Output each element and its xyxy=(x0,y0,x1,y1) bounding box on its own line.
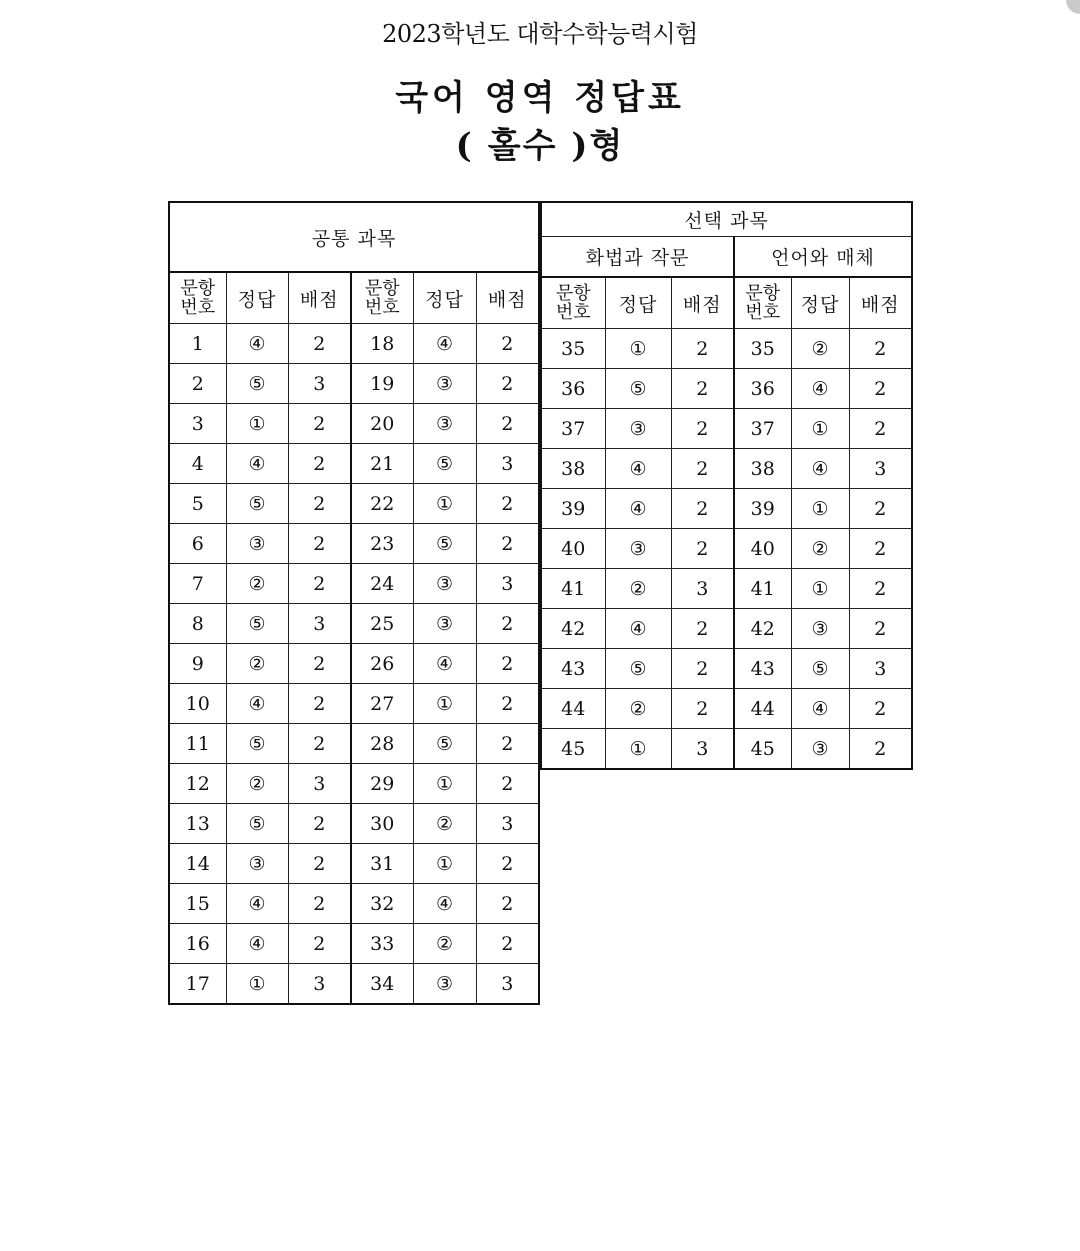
score-cell: 2 xyxy=(476,844,539,884)
table-row xyxy=(541,529,912,569)
col-header-answer: 정답 xyxy=(413,272,476,324)
question-number: 10 xyxy=(169,684,226,724)
question-number: 21 xyxy=(351,444,413,484)
answer-cell: ④ xyxy=(226,924,288,964)
table-row xyxy=(169,524,539,564)
question-number: 36 xyxy=(541,369,605,409)
answer-cell: ③ xyxy=(605,409,671,449)
question-number: 41 xyxy=(734,569,791,609)
col-header-number xyxy=(169,272,226,324)
question-number: 24 xyxy=(351,564,413,604)
question-number: 32 xyxy=(351,884,413,924)
answer-cell: ⑤ xyxy=(605,369,671,409)
answer-cell: ② xyxy=(226,644,288,684)
score-cell: 2 xyxy=(288,684,351,724)
col-header-number-line1: 문항 xyxy=(364,278,400,299)
question-number: 44 xyxy=(734,689,791,729)
answer-cell: ③ xyxy=(791,609,849,649)
answer-cell: ⑤ xyxy=(226,604,288,644)
score-cell: 3 xyxy=(671,569,734,609)
elective-subject-row xyxy=(541,237,912,278)
table-row xyxy=(169,564,539,604)
score-cell: 2 xyxy=(288,324,351,364)
score-cell: 2 xyxy=(849,529,912,569)
answer-cell: ① xyxy=(791,409,849,449)
score-cell: 2 xyxy=(288,844,351,884)
answer-cell: ⑤ xyxy=(226,364,288,404)
table-row xyxy=(169,724,539,764)
question-number: 9 xyxy=(169,644,226,684)
question-number: 40 xyxy=(734,529,791,569)
score-cell: 2 xyxy=(476,764,539,804)
col-header-number-line1: 문항 xyxy=(180,278,216,299)
common-header-row xyxy=(169,272,539,324)
table-row xyxy=(541,609,912,649)
score-cell: 2 xyxy=(476,524,539,564)
score-cell: 2 xyxy=(476,924,539,964)
answer-cell: ④ xyxy=(605,449,671,489)
answer-cell: ③ xyxy=(413,964,476,1005)
score-cell: 3 xyxy=(476,964,539,1005)
question-number: 7 xyxy=(169,564,226,604)
common-subject-table xyxy=(168,201,540,1005)
answer-cell: ② xyxy=(413,924,476,964)
question-number: 20 xyxy=(351,404,413,444)
answer-cell: ① xyxy=(226,404,288,444)
question-number: 28 xyxy=(351,724,413,764)
col-header-number xyxy=(541,277,605,329)
table-row xyxy=(169,964,539,1005)
score-cell: 2 xyxy=(671,649,734,689)
question-number: 37 xyxy=(734,409,791,449)
score-cell: 2 xyxy=(849,409,912,449)
score-cell: 2 xyxy=(476,724,539,764)
answer-cell: ⑤ xyxy=(413,724,476,764)
col-header-number-line2: 번호 xyxy=(745,302,781,323)
answer-cell: ① xyxy=(413,684,476,724)
table-row xyxy=(169,404,539,444)
answer-cell: ① xyxy=(605,729,671,770)
table-row xyxy=(541,689,912,729)
question-number: 22 xyxy=(351,484,413,524)
elective-header-row xyxy=(541,277,912,329)
answer-cell: ⑤ xyxy=(791,649,849,689)
question-number: 16 xyxy=(169,924,226,964)
table-row xyxy=(169,844,539,884)
table-row xyxy=(541,649,912,689)
score-cell: 3 xyxy=(288,604,351,644)
answer-cell: ④ xyxy=(413,324,476,364)
answer-cell: ① xyxy=(605,329,671,369)
question-number: 43 xyxy=(734,649,791,689)
question-number: 40 xyxy=(541,529,605,569)
score-cell: 2 xyxy=(476,684,539,724)
score-cell: 2 xyxy=(288,484,351,524)
table-row xyxy=(541,569,912,609)
col-header-number-line2: 번호 xyxy=(180,297,216,318)
score-cell: 2 xyxy=(476,364,539,404)
col-header-score: 배점 xyxy=(288,272,351,324)
score-cell: 2 xyxy=(288,524,351,564)
question-number: 35 xyxy=(734,329,791,369)
table-row xyxy=(169,884,539,924)
score-cell: 2 xyxy=(288,804,351,844)
score-cell: 2 xyxy=(288,724,351,764)
question-number: 42 xyxy=(541,609,605,649)
question-number: 11 xyxy=(169,724,226,764)
score-cell: 3 xyxy=(476,444,539,484)
subject-speech-writing: 화법과 작문 xyxy=(541,237,734,278)
answer-cell: ⑤ xyxy=(413,444,476,484)
score-cell: 2 xyxy=(849,729,912,770)
col-header-number-line1: 문항 xyxy=(555,283,591,304)
question-number: 6 xyxy=(169,524,226,564)
question-number: 13 xyxy=(169,804,226,844)
question-number: 12 xyxy=(169,764,226,804)
answer-cell: ④ xyxy=(226,884,288,924)
score-cell: 2 xyxy=(849,569,912,609)
answer-cell: ③ xyxy=(413,364,476,404)
question-number: 5 xyxy=(169,484,226,524)
answer-cell: ② xyxy=(413,804,476,844)
score-cell: 2 xyxy=(476,644,539,684)
question-number: 19 xyxy=(351,364,413,404)
answer-cell: ④ xyxy=(226,444,288,484)
common-title-row xyxy=(169,202,539,272)
score-cell: 3 xyxy=(849,449,912,489)
question-number: 39 xyxy=(734,489,791,529)
table-row xyxy=(169,764,539,804)
question-number: 43 xyxy=(541,649,605,689)
question-number: 4 xyxy=(169,444,226,484)
table-row xyxy=(541,489,912,529)
answer-cell: ④ xyxy=(226,684,288,724)
table-row xyxy=(169,644,539,684)
question-number: 42 xyxy=(734,609,791,649)
answer-cell: ⑤ xyxy=(605,649,671,689)
type-open-paren: ( xyxy=(455,126,474,166)
question-number: 15 xyxy=(169,884,226,924)
score-cell: 2 xyxy=(288,564,351,604)
score-cell: 2 xyxy=(671,409,734,449)
answer-cell: ③ xyxy=(226,524,288,564)
question-number: 8 xyxy=(169,604,226,644)
exam-year-title: 2023학년도 대학수학능력시험 xyxy=(382,20,698,48)
page-title: 국어 영역 정답표 xyxy=(395,78,685,118)
score-cell: 2 xyxy=(671,489,734,529)
table-row xyxy=(169,684,539,724)
question-number: 45 xyxy=(734,729,791,770)
page-corner-decoration xyxy=(1066,0,1080,14)
score-cell: 3 xyxy=(476,564,539,604)
question-number: 1 xyxy=(169,324,226,364)
question-number: 27 xyxy=(351,684,413,724)
question-number: 35 xyxy=(541,329,605,369)
table-row xyxy=(169,444,539,484)
question-number: 23 xyxy=(351,524,413,564)
answer-cell: ③ xyxy=(413,404,476,444)
answer-cell: ④ xyxy=(413,884,476,924)
score-cell: 2 xyxy=(288,404,351,444)
col-header-number-line2: 번호 xyxy=(555,302,591,323)
col-header-number xyxy=(351,272,413,324)
answer-cell: ④ xyxy=(791,449,849,489)
answer-cell: ⑤ xyxy=(226,484,288,524)
subject-language-media: 언어와 매체 xyxy=(734,237,912,278)
score-cell: 2 xyxy=(288,924,351,964)
question-number: 29 xyxy=(351,764,413,804)
elective-subject-title: 선택 과목 xyxy=(541,202,912,237)
answer-cell: ② xyxy=(791,529,849,569)
answer-cell: ④ xyxy=(791,369,849,409)
elective-title-row xyxy=(541,202,912,237)
question-number: 45 xyxy=(541,729,605,770)
col-header-number xyxy=(734,277,791,329)
answer-cell: ① xyxy=(413,484,476,524)
table-row xyxy=(541,729,912,770)
question-number: 38 xyxy=(734,449,791,489)
answer-cell: ③ xyxy=(791,729,849,770)
answer-cell: ⑤ xyxy=(226,724,288,764)
question-number: 33 xyxy=(351,924,413,964)
question-number: 14 xyxy=(169,844,226,884)
question-number: 25 xyxy=(351,604,413,644)
question-number: 37 xyxy=(541,409,605,449)
answer-cell: ② xyxy=(605,569,671,609)
answer-cell: ① xyxy=(226,964,288,1005)
score-cell: 3 xyxy=(671,729,734,770)
question-number: 18 xyxy=(351,324,413,364)
question-number: 17 xyxy=(169,964,226,1005)
table-row xyxy=(169,924,539,964)
answer-cell: ① xyxy=(413,764,476,804)
question-number: 41 xyxy=(541,569,605,609)
table-row xyxy=(169,604,539,644)
table-row xyxy=(541,369,912,409)
answer-cell: ① xyxy=(791,489,849,529)
answer-cell: ⑤ xyxy=(413,524,476,564)
score-cell: 2 xyxy=(476,324,539,364)
answer-cell: ④ xyxy=(605,609,671,649)
answer-cell: ⑤ xyxy=(226,804,288,844)
question-number: 26 xyxy=(351,644,413,684)
col-header-answer: 정답 xyxy=(605,277,671,329)
table-row xyxy=(541,329,912,369)
answer-cell: ② xyxy=(226,564,288,604)
common-subject-title: 공통 과목 xyxy=(169,202,539,272)
score-cell: 2 xyxy=(671,609,734,649)
answer-cell: ④ xyxy=(226,324,288,364)
answer-cell: ③ xyxy=(413,564,476,604)
answer-cell: ④ xyxy=(605,489,671,529)
score-cell: 2 xyxy=(849,689,912,729)
answer-cell: ② xyxy=(791,329,849,369)
score-cell: 2 xyxy=(476,484,539,524)
question-number: 3 xyxy=(169,404,226,444)
score-cell: 3 xyxy=(849,649,912,689)
table-row xyxy=(541,409,912,449)
question-number: 36 xyxy=(734,369,791,409)
table-row xyxy=(541,449,912,489)
question-number: 31 xyxy=(351,844,413,884)
score-cell: 3 xyxy=(288,964,351,1005)
table-row xyxy=(169,804,539,844)
score-cell: 2 xyxy=(849,609,912,649)
exam-type-title xyxy=(0,118,1080,167)
answer-cell: ③ xyxy=(413,604,476,644)
col-header-answer: 정답 xyxy=(226,272,288,324)
elective-subject-table xyxy=(540,201,913,770)
col-header-score: 배점 xyxy=(671,277,734,329)
score-cell: 2 xyxy=(671,689,734,729)
score-cell: 2 xyxy=(671,329,734,369)
question-number: 2 xyxy=(169,364,226,404)
score-cell: 2 xyxy=(671,369,734,409)
score-cell: 2 xyxy=(476,604,539,644)
score-cell: 2 xyxy=(849,489,912,529)
answer-cell: ④ xyxy=(413,644,476,684)
answer-cell: ① xyxy=(791,569,849,609)
score-cell: 3 xyxy=(288,764,351,804)
col-header-score: 배점 xyxy=(476,272,539,324)
col-header-number-line1: 문항 xyxy=(745,283,781,304)
type-value: 홀수 xyxy=(487,126,558,166)
score-cell: 2 xyxy=(671,449,734,489)
col-header-answer: 정답 xyxy=(791,277,849,329)
score-cell: 2 xyxy=(476,404,539,444)
answer-cell: ④ xyxy=(791,689,849,729)
score-cell: 2 xyxy=(671,529,734,569)
table-row xyxy=(169,484,539,524)
answer-cell: ② xyxy=(605,689,671,729)
question-number: 38 xyxy=(541,449,605,489)
question-number: 39 xyxy=(541,489,605,529)
type-close: )형 xyxy=(571,126,625,166)
col-header-score: 배점 xyxy=(849,277,912,329)
question-number: 30 xyxy=(351,804,413,844)
question-number: 44 xyxy=(541,689,605,729)
score-cell: 2 xyxy=(288,644,351,684)
score-cell: 2 xyxy=(288,444,351,484)
score-cell: 3 xyxy=(288,364,351,404)
table-row xyxy=(169,324,539,364)
answer-cell: ③ xyxy=(226,844,288,884)
score-cell: 3 xyxy=(476,804,539,844)
score-cell: 2 xyxy=(476,884,539,924)
answer-cell: ① xyxy=(413,844,476,884)
answer-cell: ② xyxy=(226,764,288,804)
score-cell: 2 xyxy=(288,884,351,924)
question-number: 34 xyxy=(351,964,413,1005)
score-cell: 2 xyxy=(849,329,912,369)
col-header-number-line2: 번호 xyxy=(364,297,400,318)
table-row xyxy=(169,364,539,404)
answer-cell: ③ xyxy=(605,529,671,569)
score-cell: 2 xyxy=(849,369,912,409)
